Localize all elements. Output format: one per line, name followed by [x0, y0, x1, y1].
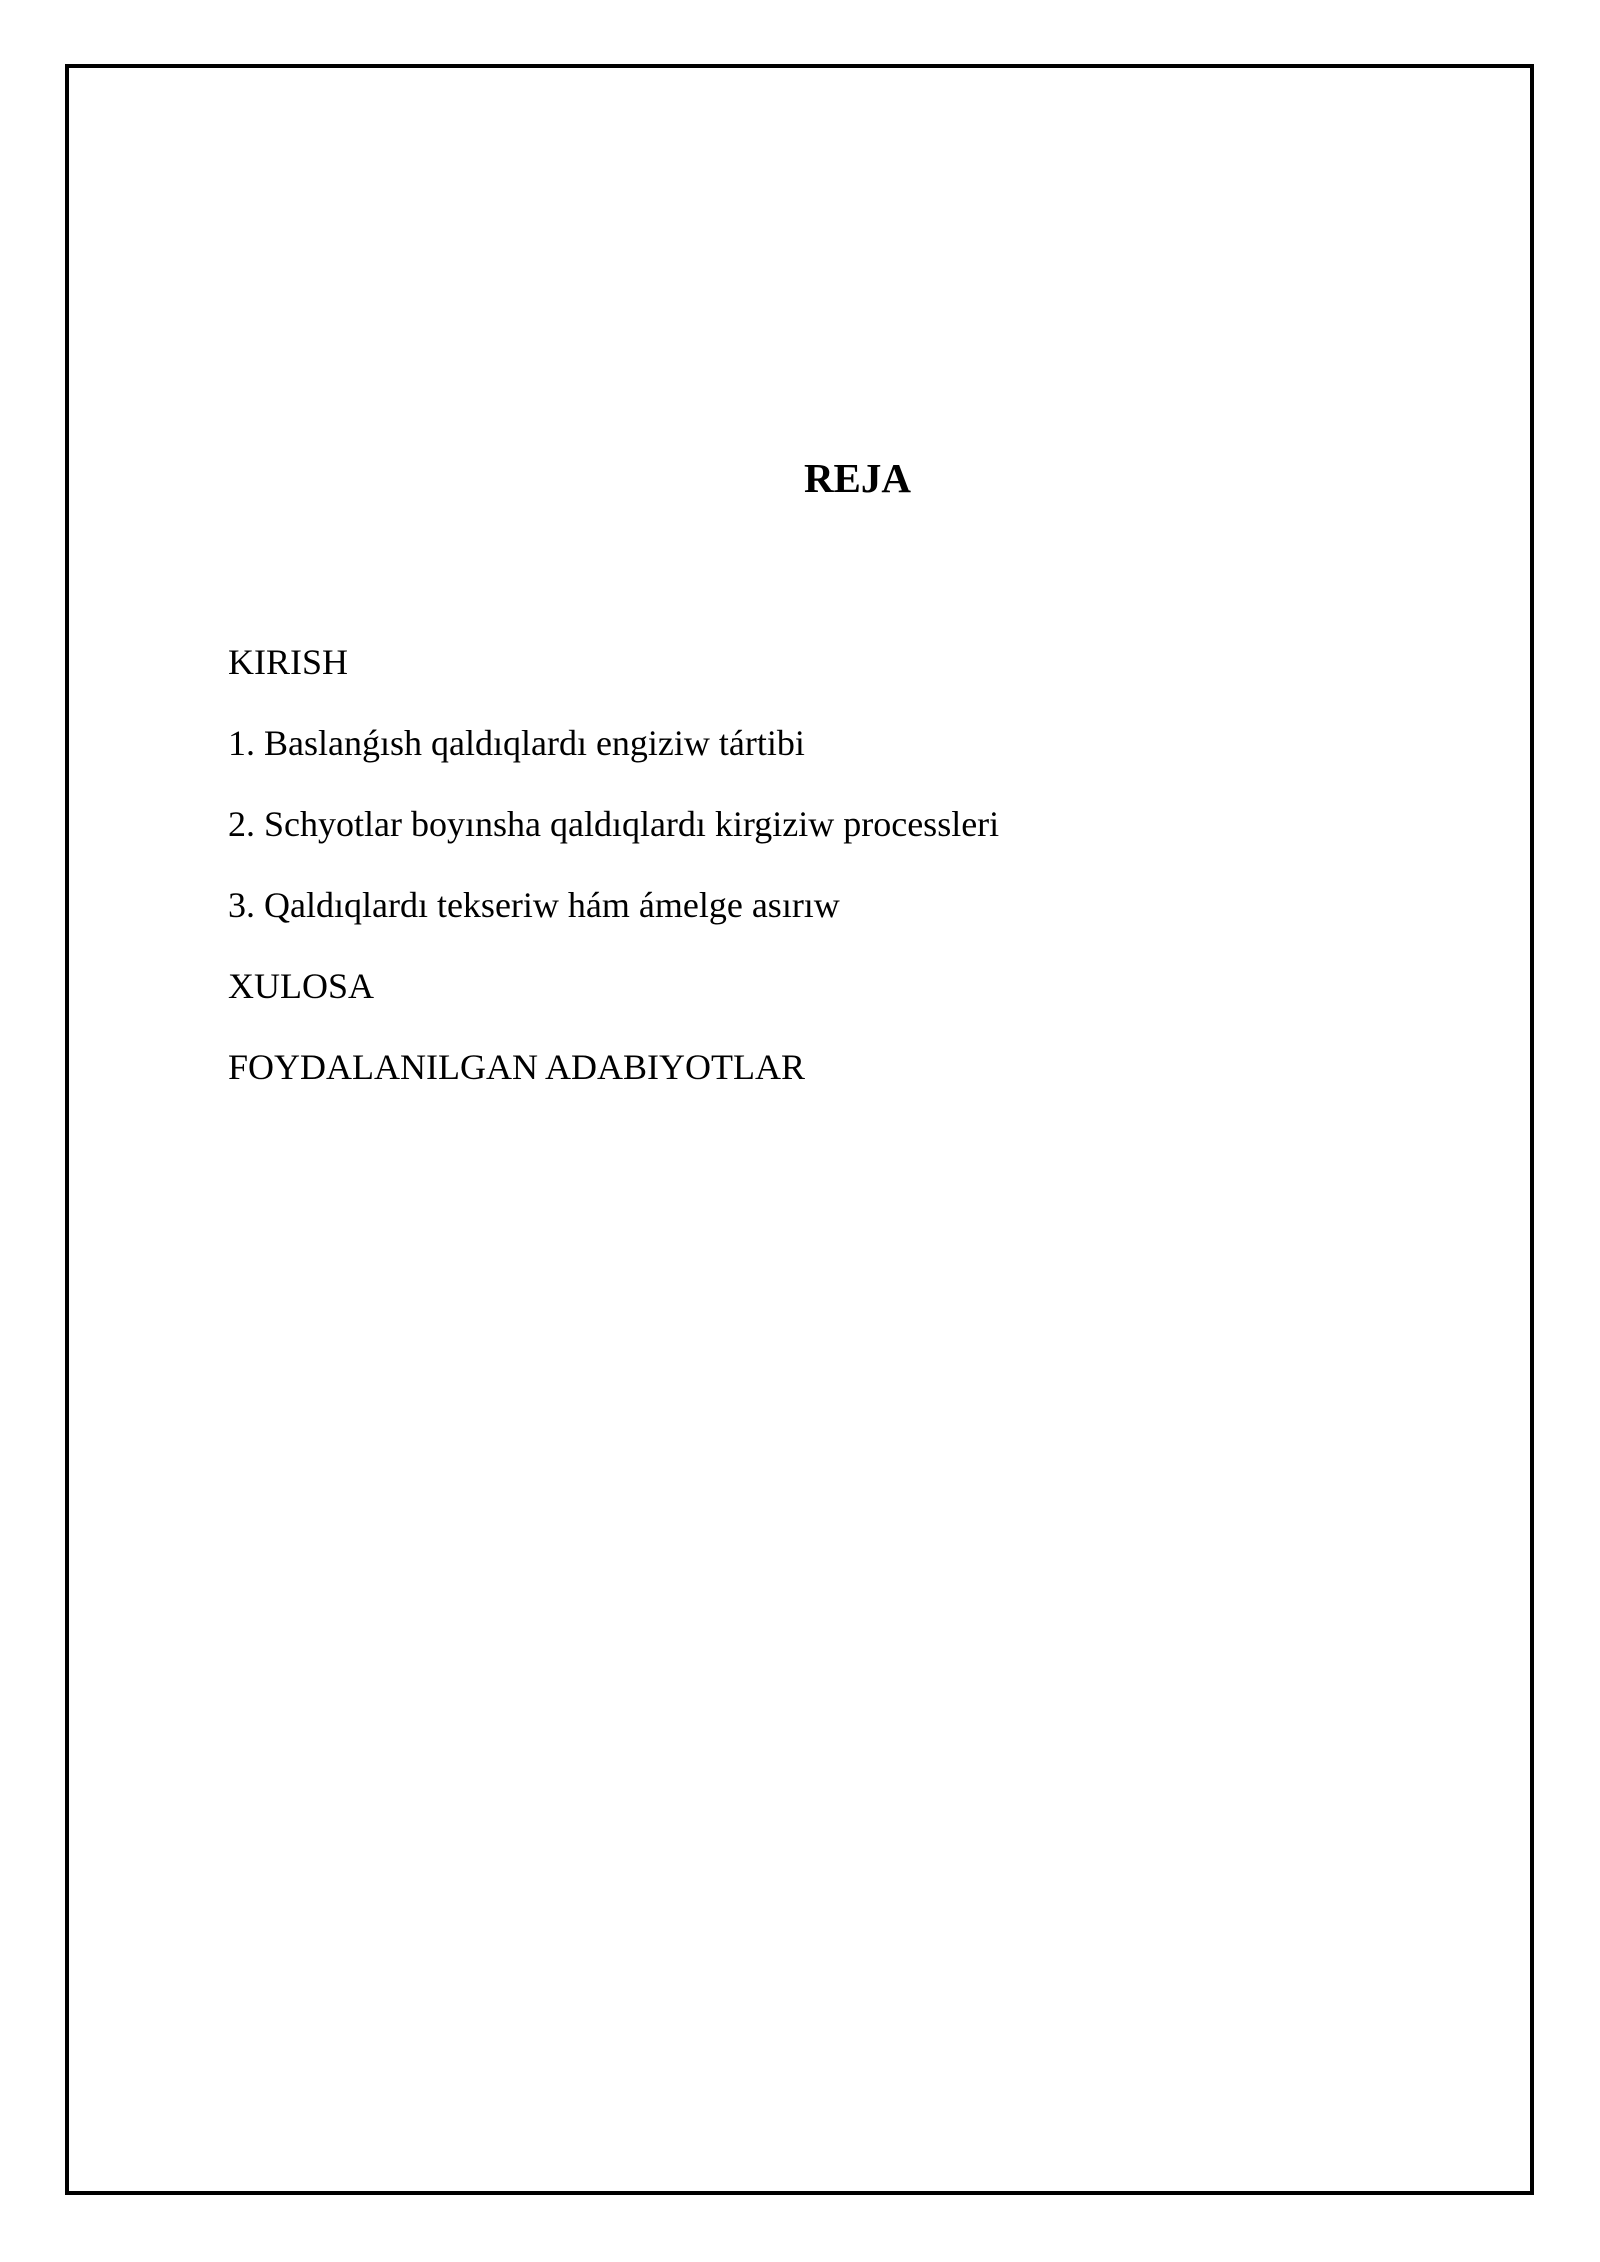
toc-item-conclusion: XULOSA — [228, 966, 375, 1006]
toc-item-introduction: KIRISH — [228, 642, 349, 682]
toc-item-3: 3. Qaldıqlardı tekseriw hám ámelge asırıw — [228, 885, 840, 925]
toc-item-references: FOYDALANILGAN ADABIYOTLAR — [228, 1047, 805, 1087]
toc-item-2: 2. Schyotlar boyınsha qaldıqlardı kirgiziw processleri — [228, 804, 1000, 844]
table-of-contents — [228, 644, 999, 1130]
toc-item-1: 1. Baslanǵısh qaldıqlardı engiziw tártibi — [228, 723, 805, 763]
page-title: REJA — [803, 455, 912, 501]
